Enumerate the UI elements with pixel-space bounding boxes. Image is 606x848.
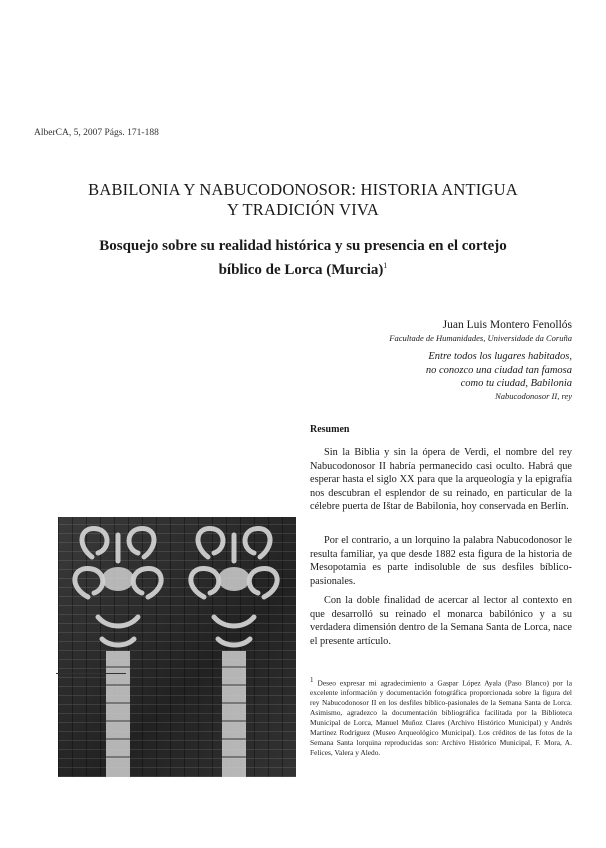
abstract-paragraph-1: Sin la Biblia y sin la ópera de Verdi, el nombre del rey Nabucodonosor II habría permanecido casi oculto. Habrá que esperar hasta el siglo XX para que la arqueología y la epigrafía nos descubran el esplendor de su reinado, en particular de la célebre puerta de Ištar de Babilonia, hoy conservada en Berlín. <box>310 447 572 513</box>
subtitle-line-2-text: bíblico de Lorca (Murcia) <box>218 262 384 278</box>
footnote-rule <box>56 673 126 674</box>
epigraph <box>426 350 572 391</box>
footnote-text: Deseo expresar mi agradecimiento a Gaspar López Ayala (Paso Blanco) por la excelente información y documentación fotográfica proporcionada sobre la figura del rey Nabucodonosor II en los desfiles bíblico-pasionales de la Semana Santa de Lorca. Asimismo, agradezco la documentación bibliográfica facilitada por la Biblioteca Municipal de Lorca, Manuel Muñoz Clares (Archivo Histórico Municipal) y Andrés Martínez Rodríguez (Museo Arqueológico Municipal). Los créditos de las fotos de la Semana Santa lorquina reproducidas son: Archivo Histórico Municipal, F. Mora, A. Felices, Valera y Aledo. <box>310 678 572 757</box>
subtitle-line-1: Bosquejo sobre su realidad histórica y su presencia en el cortejo <box>99 238 507 254</box>
abstract-heading: Resumen <box>310 424 350 435</box>
author-block <box>389 318 572 344</box>
epigraph-line-2: no conozco una ciudad tan famosa <box>425 364 572 376</box>
abstract-paragraph-2: Por el contrario, a un lorquino la palabra Nabucodonosor le resulta familiar, ya que desde 1882 esta figura de la historia de Mesopotamia es parte indisoluble de sus desfiles bíblico-pasionales. <box>310 535 572 587</box>
title-line-1: BABILONIA Y NABUCODONOSOR: HISTORIA ANTIGUA <box>88 180 518 199</box>
title-line-2: Y TRADICIÓN VIVA <box>226 200 379 219</box>
author-affiliation: Facultade de Humanidades, Universidade da Coruña <box>389 333 572 343</box>
epigraph-source: Nabucodonosor II, rey <box>495 391 572 401</box>
epigraph-line-3: como tu ciudad, Babilonia <box>460 378 572 389</box>
author-name: Juan Luis Montero Fenollós <box>442 319 572 331</box>
palmette-relief-illustration <box>58 517 296 777</box>
journal-reference: AlberCA, 5, 2007 Págs. 171-188 <box>34 128 159 138</box>
ishtar-gate-photo <box>58 517 296 777</box>
article-subtitle <box>60 236 546 280</box>
epigraph-line-1: Entre todos los lugares habitados, <box>428 351 572 362</box>
abstract-paragraph-3: Con la doble finalidad de acercar al lector al contexto en que desarrolló su reinado el monarca babilónico y a su verdadera dimensión dentro de la Semana Santa de Lorca, nace el presente artículo. <box>310 595 572 647</box>
footnote-number: 1 <box>310 676 314 684</box>
footnote-marker[interactable]: 1 <box>383 261 388 270</box>
article-title <box>60 180 546 220</box>
subtitle-line-2 <box>60 256 546 280</box>
footnote <box>310 676 572 758</box>
